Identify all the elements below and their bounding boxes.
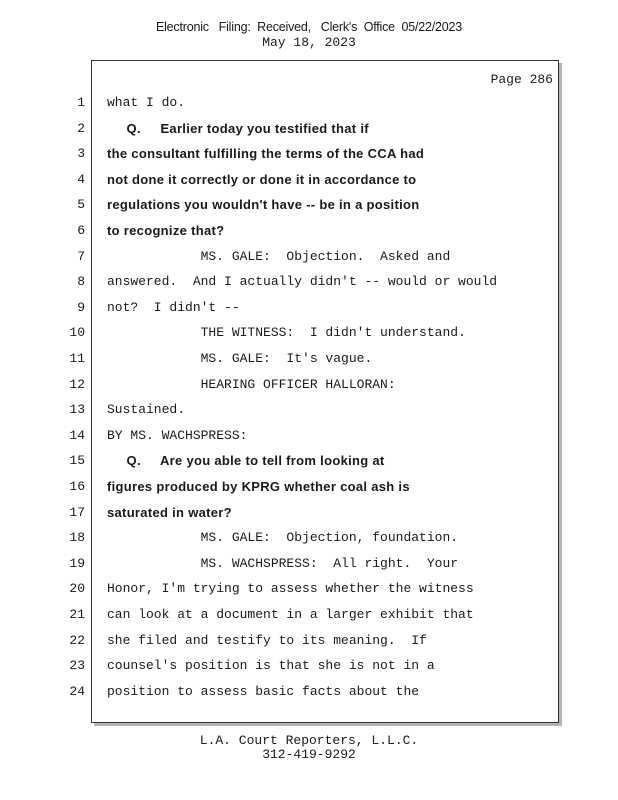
line-number: 18 [69,530,85,545]
line-number: 17 [69,505,85,520]
line-number: 11 [69,351,85,366]
line-text: Q. Are you able to tell from looking at [107,453,385,468]
line-text: HEARING OFFICER HALLORAN: [107,377,396,392]
line-text: MS. GALE: Objection. Asked and [107,249,451,264]
filing-stamp: Electronic Filing: Received, Clerk's Office 05/22/2023 [155,20,463,34]
line-number: 24 [69,684,85,699]
line-text: not done it correctly or done it in accordance to [107,172,417,187]
line-text: THE WITNESS: I didn't understand. [107,325,466,340]
line-text: saturated in water? [107,505,232,520]
line-text: MS. WACHSPRESS: All right. Your [107,556,459,571]
line-text: figures produced by KPRG whether coal ash is [107,479,410,494]
line-text: she filed and testify to its meaning. If [107,633,427,648]
reporter-company: L.A. Court Reporters, L.L.C. [199,733,419,748]
line-text: counsel's position is that she is not in a [107,658,435,673]
line-number: 13 [69,402,85,417]
line-number: 6 [77,223,85,238]
line-number: 19 [69,556,85,571]
line-number: 9 [77,300,85,315]
line-number: 10 [69,325,85,340]
line-number: 14 [69,428,85,443]
line-text: regulations you wouldn't have -- be in a position [107,197,420,212]
line-text: can look at a document in a larger exhibit that [107,607,474,622]
line-text: position to assess basic facts about the [107,684,420,699]
line-number: 4 [77,172,85,187]
page-number: Page 286 [490,72,553,87]
line-number: 16 [69,479,85,494]
line-number: 8 [77,274,85,289]
line-number: 15 [69,453,85,468]
line-number: 20 [69,581,85,596]
line-number: 12 [69,377,85,392]
line-number: 7 [77,249,85,264]
line-text: Q. Earlier today you testified that if [107,121,369,136]
line-text: the consultant fulfilling the terms of the CCA had [107,146,425,161]
line-text: answered. And I actually didn't -- would or would [107,274,498,289]
line-number: 3 [77,146,85,161]
line-number: 5 [77,197,85,212]
line-number: 2 [77,121,85,136]
line-text: MS. GALE: It's vague. [107,351,373,366]
line-text: BY MS. WACHSPRESS: [107,428,248,443]
line-number: 22 [69,633,85,648]
line-text: not? I didn't -- [107,300,240,315]
line-text: Honor, I'm trying to assess whether the witness [107,581,474,596]
reporter-phone: 312-419-9292 [262,747,356,762]
transcript-date: May 18, 2023 [262,35,356,50]
line-text: MS. GALE: Objection, foundation. [107,530,459,545]
line-text: Sustained. [107,402,186,417]
line-text: to recognize that? [107,223,225,238]
line-number: 1 [77,95,85,110]
line-number: 23 [69,658,85,673]
line-number: 21 [69,607,85,622]
line-text: what I do. [107,95,186,110]
